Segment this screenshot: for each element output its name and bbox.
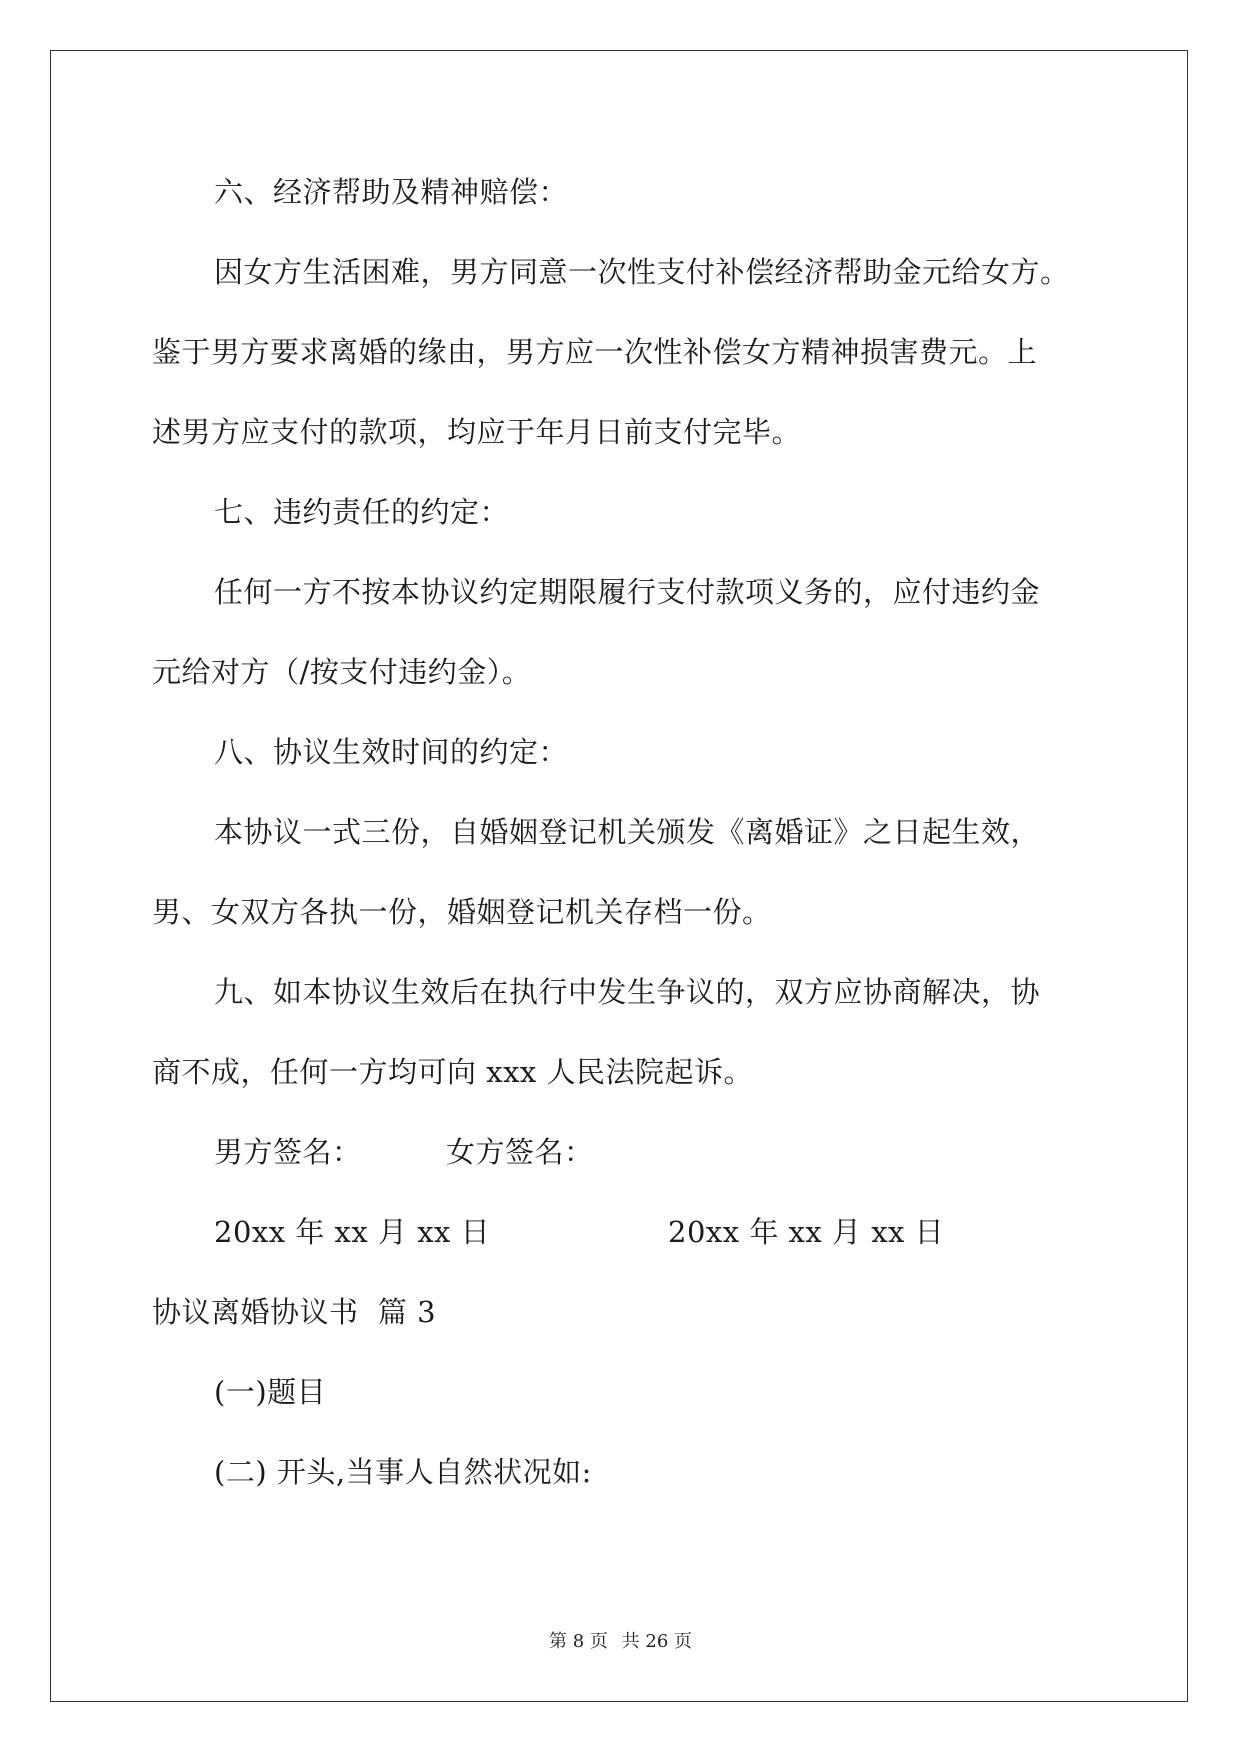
outline-item: (二) 开头,当事人自然状况如:	[214, 1455, 592, 1489]
female-signature-date: 20xx 年 xx 月 xx 日	[668, 1215, 945, 1249]
clause-seven-paragraph-line: 元给对方（/按支付违约金）。	[152, 655, 532, 689]
male-signature-date: 20xx 年 xx 月 xx 日	[214, 1215, 491, 1249]
clause-eight-paragraph-line: 本协议一式三份，自婚姻登记机关颁发《离婚证》之日起生效，	[214, 815, 1041, 849]
female-signature-label: 女方签名：	[446, 1135, 594, 1169]
clause-seven-paragraph-line: 任何一方不按本协议约定期限履行支付款项义务的，应付违约金	[214, 575, 1041, 609]
section-title: 协议离婚协议书 篇 3	[152, 1295, 437, 1329]
clause-eight-heading: 八、协议生效时间的约定：	[214, 735, 569, 769]
clause-nine-paragraph-line: 九、如本协议生效后在执行中发生争议的，双方应协商解决，协	[214, 975, 1041, 1009]
male-signature-label: 男方签名：	[214, 1135, 362, 1169]
total-pages: 共 26 页	[621, 1631, 692, 1652]
outline-item: (一)题目	[214, 1375, 327, 1409]
clause-nine-paragraph-line: 商不成，任何一方均可向 xxx 人民法院起诉。	[152, 1055, 754, 1089]
clause-six-heading: 六、经济帮助及精神赔偿：	[214, 175, 569, 209]
page-footer	[0, 1627, 1241, 1653]
page-number: 第 8 页	[549, 1631, 608, 1652]
clause-seven-heading: 七、违约责任的约定：	[214, 495, 510, 529]
clause-eight-paragraph-line: 男、女双方各执一份，婚姻登记机关存档一份。	[152, 895, 772, 929]
clause-six-paragraph-line: 因女方生活困难，男方同意一次性支付补偿经济帮助金元给女方。	[214, 255, 1070, 289]
clause-six-paragraph-line: 述男方应支付的款项，均应于年月日前支付完毕。	[152, 415, 802, 449]
clause-six-paragraph-line: 鉴于男方要求离婚的缘由，男方应一次性补偿女方精神损害费元。上	[152, 335, 1038, 369]
